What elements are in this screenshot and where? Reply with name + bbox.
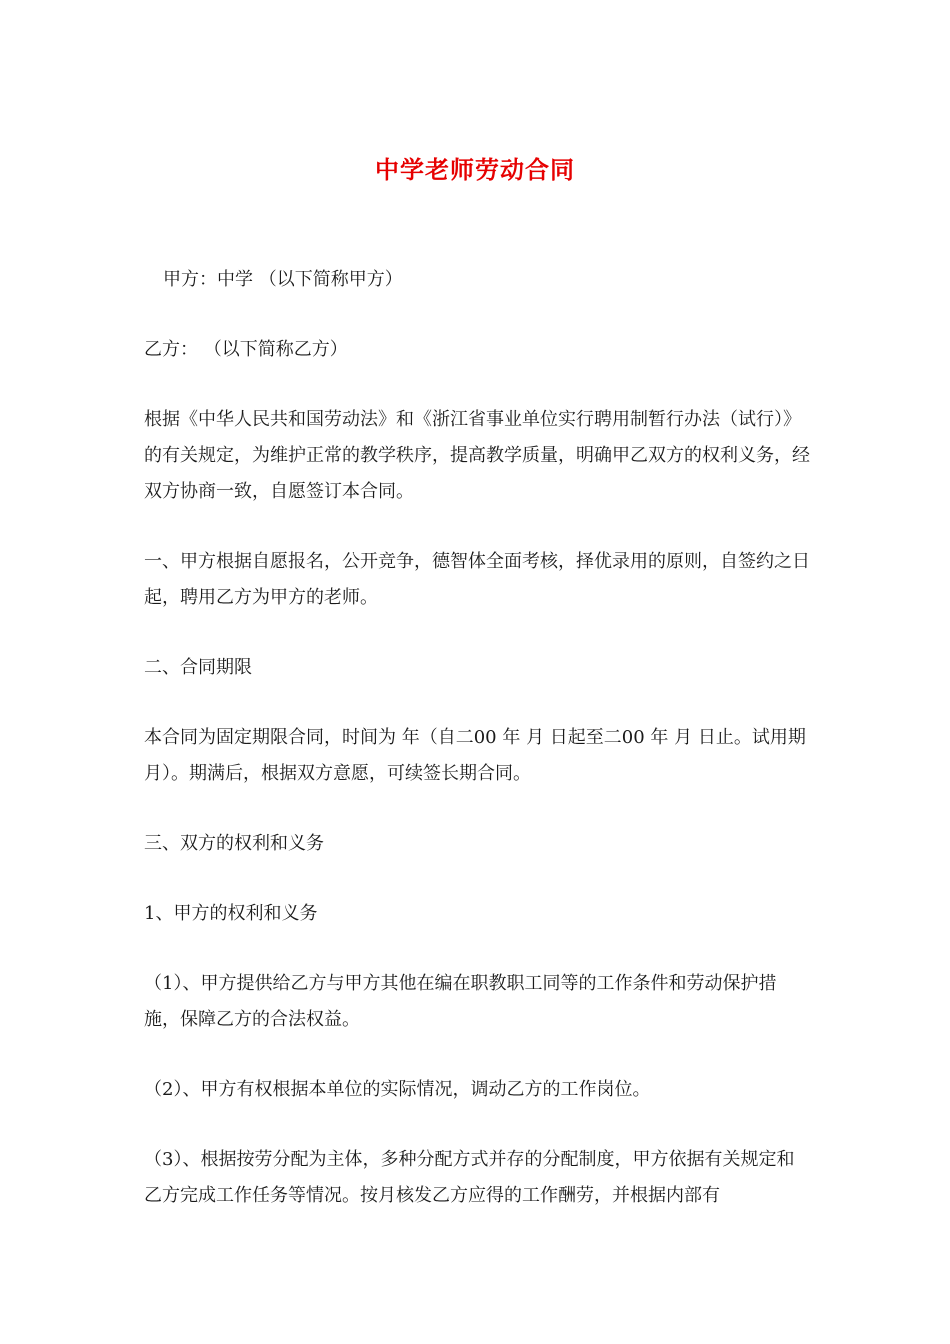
document-title: 中学老师劳动合同 — [375, 156, 575, 184]
preamble-paragraph: 根据《中华人民共和国劳动法》和《浙江省事业单位实行聘用制暂行办法（试行）》的有关规定，为维护正常的教学秩序，提高教学质量，明确甲乙双方的权利义务，经双方协商一致，自愿签订本合同。 — [144, 409, 810, 502]
section-3-heading: 三、双方的权利和义务 — [144, 833, 324, 854]
party-a-line: 甲方：中学 （以下简称甲方） — [163, 269, 403, 290]
item-2-paragraph: （2）、甲方有权根据本单位的实际情况，调动乙方的工作岗位。 — [144, 1079, 651, 1100]
subsection-1-heading: 1、甲方的权利和义务 — [144, 903, 318, 924]
term-paragraph: 本合同为固定期限合同，时间为 年（自二00 年 月 日起至二00 年 月 日止。试用期 月）。期满后，根据双方意愿，可续签长期合同。 — [144, 727, 806, 784]
section-2-heading: 二、合同期限 — [144, 657, 252, 678]
party-b-line: 乙方： （以下简称乙方） — [144, 339, 348, 360]
item-3-paragraph: （3）、根据按劳分配为主体，多种分配方式并存的分配制度，甲方依据有关规定和乙方完成工作任务等情况。按月核发乙方应得的工作酬劳，并根据内部有 — [144, 1149, 795, 1206]
clause-1-paragraph: 一、甲方根据自愿报名，公开竞争，德智体全面考核，择优录用的原则，自签约之日起，聘用乙方为甲方的老师。 — [144, 551, 810, 608]
item-1-paragraph: （1）、甲方提供给乙方与甲方其他在编在职教职工同等的工作条件和劳动保护措施，保障乙方的合法权益。 — [144, 973, 777, 1030]
